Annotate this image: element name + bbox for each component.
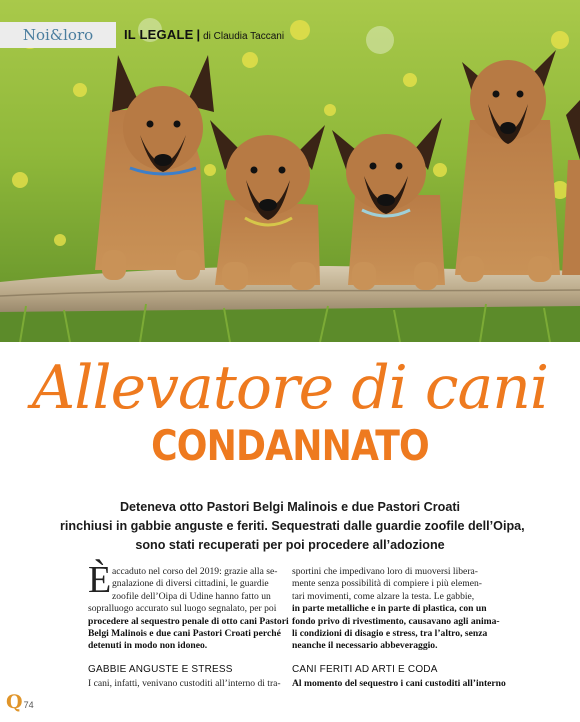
dropcap: È: [88, 559, 112, 601]
body-line: tari movimenti, come alzare la testa. Le gabbie,: [292, 590, 475, 602]
column-name: IL LEGALE: [124, 27, 194, 42]
magazine-logo-icon: Q: [6, 691, 23, 713]
article-title-script: Allevatore di cani: [31, 353, 549, 423]
body-line: zoofile dell’Oipa di Udine hanno fatto un: [112, 590, 271, 602]
body-line: mente senza possibilità di compiere i più elemen-: [292, 578, 482, 590]
body-line: I cani, infatti, venivano custoditi all’interno di tra-: [88, 678, 281, 689]
standfirst: [60, 498, 525, 555]
body-column-2: [292, 566, 500, 653]
subhead-1: GABBIE ANGUSTE E STRESS: [88, 664, 233, 675]
header-separator: |: [196, 27, 201, 42]
body-line: in parte metalliche e in parte di plastica, con un: [292, 603, 487, 615]
standfirst-line: rinchiusi in gabbie anguste e feriti. Sequestrati dalle guardie zoofile dell’Oipa,: [60, 519, 525, 533]
hero-photo: [0, 0, 580, 342]
subhead-2: CANI FERITI AD ARTI E CODA: [292, 664, 438, 675]
body-line: sportini che impedivano loro di muoversi libera-: [292, 566, 478, 577]
page-folio: [6, 690, 34, 714]
article-title-main: CONDANNATO: [151, 421, 429, 470]
body-line: sopralluogo accurato sul luogo segnalato, per poi: [88, 603, 277, 615]
body-line: detenuti in modo non idoneo.: [88, 640, 208, 652]
puppies-illustration: [0, 0, 580, 342]
byline: di Claudia Taccani: [203, 31, 285, 42]
standfirst-line: Deteneva otto Pastori Belgi Malinois e due Pastori Croati: [119, 500, 461, 514]
body-line: fondo privo di rivestimento, causavano agli anima-: [292, 615, 500, 627]
puppy-4: [455, 50, 560, 282]
body-line: li condizioni di disagio e stress, tra l’altro, senza: [292, 627, 488, 639]
body-line: procedere al sequestro penale di otto cani Pastori: [88, 615, 289, 627]
body-line: gnalazione di diversi cittadini, le guardie: [112, 578, 269, 590]
page-number: 74: [23, 700, 34, 710]
body-column-1: [88, 566, 288, 653]
body-line: Belgi Malinois e due cani Pastori Croati perché: [88, 627, 281, 639]
body-line: accaduto nel corso del 2019: grazie alla se-: [112, 566, 278, 577]
column-header: [124, 24, 284, 46]
body-line: Al momento del sequestro i cani custoditi all’interno: [292, 678, 506, 689]
standfirst-line: sono stati recuperati per poi procedere all’adozione: [135, 538, 445, 552]
section-tag: Noi&loro: [0, 22, 116, 48]
body-line: neanche il necessario abbeveraggio.: [292, 640, 438, 652]
puppy-2: [210, 120, 325, 290]
